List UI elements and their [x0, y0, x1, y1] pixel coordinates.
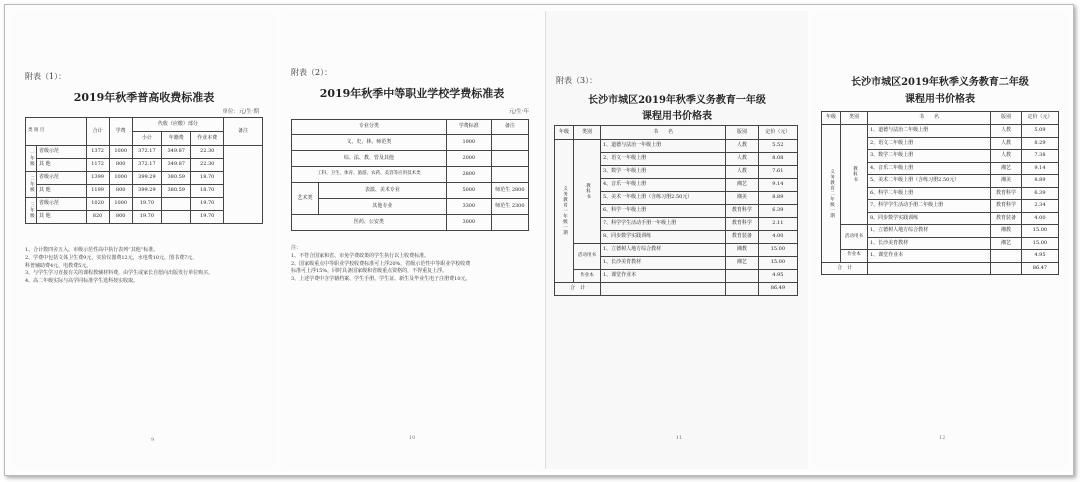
book-name: 7、科学学生活动手册一年级上册 [601, 218, 726, 231]
book-version: 教育科学 [991, 200, 1022, 213]
note-line: 2、学费中包括文体卫生费9元，实验仪器费12元，水电费10元，图书费7元， [25, 254, 198, 261]
table-cell: 1399 [86, 172, 109, 185]
total-label: 合 计 [822, 262, 868, 275]
header-type: 类别 [841, 112, 868, 125]
table-cell [726, 283, 759, 296]
type-activity: 活动用书 [841, 225, 868, 250]
table-cell: 1172 [86, 159, 109, 172]
page4-title-line1: 长沙市城区2019年秋季义务教育二年级 [851, 77, 1029, 88]
header-price: 定价（元） [758, 126, 797, 140]
book-price: 4.00 [1021, 212, 1058, 225]
table-cell: 医药、公安类 [292, 215, 447, 231]
page2-title: 2019年秋季中等职业学校学费标准表 [319, 87, 505, 100]
header-tuition: 学费 [109, 118, 132, 146]
book-name: 1、课堂作业本 [601, 270, 726, 283]
page3-caption: 附表（3）： [556, 76, 598, 85]
table-cell: 18.70 [191, 185, 224, 198]
book-name: 8、同步数学实践训练 [601, 231, 726, 244]
book-version: 教育科学 [991, 187, 1022, 200]
table-cell: 18.70 [191, 172, 224, 185]
table-cell: 2800 [446, 167, 491, 183]
book-name: 1、长沙美育教材 [868, 237, 991, 250]
table-cell: 22.30 [191, 146, 224, 159]
table-cell: 19.70 [191, 198, 224, 211]
table-cell: 综、法、教、管及其他 [292, 151, 447, 167]
note-line: 3、与学生学习直接有关的课程教辅材料费，由学生或家长自愿向出版发行单位购买。 [25, 270, 214, 277]
art-category: 艺术类 [292, 183, 319, 215]
header-note: 备注 [491, 120, 528, 135]
table-cell: 1020 [86, 198, 109, 211]
table-cell: 800 [109, 211, 132, 224]
book-price: 2.34 [1021, 200, 1058, 213]
table-cell: 380.59 [162, 185, 191, 198]
book-version: 湘艺 [726, 257, 759, 270]
header-agency: 代收（应缴）部分 [132, 118, 223, 132]
book-name: 5、美术一年级上册（含练习册2.50元） [601, 192, 726, 205]
page1-notes [25, 247, 265, 286]
table-cell [601, 283, 726, 296]
table-cell: 其 他 [37, 211, 87, 224]
table-cell: 22.30 [191, 159, 224, 172]
table-cell [491, 135, 528, 151]
book-name: 5、美术二年级上册（含练习册2.50元） [868, 175, 991, 188]
book-version: 湘美 [991, 175, 1022, 188]
table-cell: 3000 [446, 215, 491, 231]
page-number: 9 [151, 437, 155, 443]
book-price: 4.95 [758, 270, 797, 283]
table-cell: 399.29 [132, 172, 161, 185]
table-cell: 省级示范 [37, 146, 87, 159]
book-name: 4、音乐二年级上册 [868, 162, 991, 175]
book-price: 6.39 [758, 205, 797, 218]
table-cell [491, 167, 528, 183]
book-price: 5.52 [758, 140, 797, 153]
book-version: 人教 [991, 137, 1022, 150]
table-cell: 师范生 2300 [491, 199, 528, 215]
table-cell: 820 [86, 211, 109, 224]
header-grade: 年级 [555, 126, 574, 140]
book-price: 15.00 [758, 257, 797, 270]
grade-3-label: 三年级 [26, 198, 37, 224]
page4-title-line2: 课程用书价格表 [905, 94, 975, 105]
table-cell: 2000 [446, 151, 491, 167]
type-workbook: 作业本 [574, 270, 601, 283]
note-line: 2、国家级重点中等职业学校收费标准可上浮20%，省级示范性中等职业学校收费 [291, 260, 471, 267]
page-1 [11, 11, 277, 469]
header-version: 版别 [991, 112, 1022, 125]
table-cell [491, 215, 528, 231]
book-price: 2.11 [758, 218, 797, 231]
table-cell: 其 他 [37, 185, 87, 198]
page3-title-line2: 课程用书价格表 [642, 111, 712, 122]
page2-caption: 附表（2）： [291, 68, 333, 77]
book-price: 6.39 [1021, 187, 1058, 200]
header-grade: 年级 [822, 112, 841, 125]
notes-head: 注： [291, 245, 302, 251]
book-price: 9.14 [758, 179, 797, 192]
table-cell: 省级示范 [37, 198, 87, 211]
book-price: 4.95 [1021, 250, 1058, 263]
note-line: 1、不符合国家和省、市免学费政策的学生执行以上收费标准。 [291, 252, 430, 259]
page2-notes [291, 245, 531, 284]
page3-book-table [554, 125, 798, 296]
table-cell: 19.70 [191, 211, 224, 224]
header-category: 类 项 目 [26, 118, 87, 146]
table-cell: 19.70 [132, 211, 161, 224]
table-cell [491, 151, 528, 167]
book-name: 7、科学学生活动手册二年级上册 [868, 200, 991, 213]
book-name: 2、语文二年级上册 [868, 137, 991, 150]
grade-1-label: 一年级 [26, 146, 37, 172]
table-cell [991, 262, 1022, 275]
table-cell: 3300 [446, 199, 491, 215]
header-homework: 作业本费 [191, 132, 224, 146]
table-cell: 349.87 [162, 159, 191, 172]
page1-fee-table [25, 117, 263, 224]
book-name: 1、立德树人地方综合教材 [868, 225, 991, 238]
table-cell: 1000 [109, 198, 132, 211]
table-cell: 19.70 [132, 198, 161, 211]
book-version: 湘美 [726, 192, 759, 205]
table-cell: 800 [109, 185, 132, 198]
page-number: 10 [409, 435, 416, 441]
header-type: 类别 [574, 126, 601, 140]
book-name: 3、数学一年级上册 [601, 166, 726, 179]
table-cell: 文、史、林、师范类 [292, 135, 447, 151]
note-line: 3、上述学费中含学籍档案、学生手册、学生证、新生及毕业生电子注册费10元。 [291, 276, 471, 282]
table-cell: 其他专业 [319, 199, 447, 215]
book-version: 湘艺 [991, 162, 1022, 175]
book-name: 8、同步数学实践训练 [868, 212, 991, 225]
table-cell: 372.17 [132, 159, 161, 172]
book-name: 1、长沙美育教材 [601, 257, 726, 270]
table-cell: 其 他 [37, 159, 87, 172]
book-version: 教育装备 [726, 231, 759, 244]
book-price: 9.14 [1021, 162, 1058, 175]
book-version: 湘教 [991, 225, 1022, 238]
book-name: 1、课堂作业本 [868, 250, 991, 263]
total-value: 86.47 [1021, 262, 1058, 275]
book-version [991, 250, 1022, 263]
page2-unit: 元/生·年 [508, 109, 529, 115]
book-name: 1、道德与法治一年级上册 [601, 140, 726, 153]
header-total: 合计 [86, 118, 109, 146]
book-version: 湘艺 [726, 179, 759, 192]
header-price: 定价（元） [1021, 112, 1058, 125]
note-line: 4、高二年级实际与高学同标准学生选科按实收取。 [25, 278, 139, 284]
book-version: 教育装备 [991, 212, 1022, 225]
header-note: 备注 [224, 118, 263, 146]
page-3 [546, 11, 808, 469]
book-price: 8.29 [1021, 137, 1058, 150]
book-name: 2、语文一年级上册 [601, 153, 726, 166]
total-label: 合 计 [555, 283, 601, 296]
page2-fee-table [291, 119, 529, 231]
grade-2-label: 二年级 [26, 172, 37, 198]
book-version: 人教 [726, 153, 759, 166]
header-version: 版别 [726, 126, 759, 140]
table-cell: 800 [109, 159, 132, 172]
book-price: 5.09 [1021, 125, 1058, 138]
header-book: 书 名 [868, 112, 991, 125]
book-name: 3、数学二年级上册 [868, 150, 991, 163]
book-name: 1、立德树人地方综合教材 [601, 244, 726, 257]
book-version: 湘教 [726, 244, 759, 257]
book-version: 教育科学 [726, 205, 759, 218]
table-cell: 表演、美术专业 [319, 183, 447, 199]
type-activity: 活动用书 [574, 244, 601, 270]
table-cell: 372.17 [132, 146, 161, 159]
table-cell: 399.29 [132, 185, 161, 198]
book-name: 6、科学二年级上册 [868, 187, 991, 200]
book-price: 4.00 [758, 231, 797, 244]
type-textbook: 教科书 [841, 125, 868, 225]
page1-unit: 单位：元/生·期 [222, 109, 259, 115]
book-version: 人教 [991, 150, 1022, 163]
header-year-fee: 年籍费 [162, 132, 191, 146]
table-cell [162, 198, 191, 211]
header-subtotal: 小计 [132, 132, 161, 146]
book-price: 8.89 [1021, 175, 1058, 188]
book-price: 15.00 [1021, 225, 1058, 238]
book-version: 人教 [726, 166, 759, 179]
table-cell: 师范生 2800 [491, 183, 528, 199]
table-cell: 349.87 [162, 146, 191, 159]
table-cell: 380.59 [162, 172, 191, 185]
book-version: 教育科学 [726, 218, 759, 231]
book-price: 15.00 [758, 244, 797, 257]
note-cell [224, 146, 263, 224]
book-version: 人教 [991, 125, 1022, 138]
header-fee: 学费标准 [446, 120, 491, 135]
table-cell [868, 262, 991, 275]
table-cell: 1199 [86, 185, 109, 198]
grade-label: 义务教育二年级一期 [822, 125, 841, 263]
book-name: 1、道德与法治二年级上册 [868, 125, 991, 138]
page-number: 11 [676, 435, 683, 441]
page-number: 12 [939, 435, 946, 441]
table-cell: 省级示范 [37, 172, 87, 185]
book-price: 8.89 [758, 192, 797, 205]
page-2 [281, 11, 543, 469]
book-price: 7.61 [758, 166, 797, 179]
table-cell: 5000 [446, 183, 491, 199]
book-name: 4、音乐一年级上册 [601, 179, 726, 192]
table-cell [162, 211, 191, 224]
note-line: 标准可上浮15%，同时具备国家级和省级重点资格的，不得重复上浮。 [291, 268, 448, 275]
table-cell: 1000 [109, 146, 132, 159]
table-cell: 1372 [86, 146, 109, 159]
header-major: 专业分类 [292, 120, 447, 135]
type-textbook: 教科书 [574, 140, 601, 244]
note-line: 科普辅助费4元，电教费5元。 [25, 262, 92, 269]
page3-title-line1: 长沙市城区2019年秋季义务教育一年级 [588, 95, 766, 106]
type-workbook: 作业本 [841, 250, 868, 263]
book-price: 15.00 [1021, 237, 1058, 250]
note-line: 1、合计数四舍五入，市级示范性高中执行表列“其他”标准。 [25, 247, 159, 253]
document-frame [4, 4, 1074, 476]
table-cell: 1900 [446, 135, 491, 151]
book-version [726, 270, 759, 283]
grade-label: 义务教育一年级一期 [555, 140, 574, 283]
page1-title: 2019年秋季普高收费标准表 [73, 91, 215, 104]
page1-caption: 附表（1）： [25, 72, 67, 81]
table-cell: 1000 [109, 172, 132, 185]
header-book: 书 名 [601, 126, 726, 140]
page-4 [811, 11, 1069, 469]
total-value: 86.49 [758, 283, 797, 296]
page4-book-table [821, 111, 1059, 275]
book-version: 人教 [726, 140, 759, 153]
book-name: 6、科学一年级上册 [601, 205, 726, 218]
book-version: 湘艺 [991, 237, 1022, 250]
table-cell: 工科、卫生、体育、旅游、农药、美容等应用技术类 [292, 167, 447, 183]
book-price: 7.38 [1021, 150, 1058, 163]
book-price: 8.08 [758, 153, 797, 166]
